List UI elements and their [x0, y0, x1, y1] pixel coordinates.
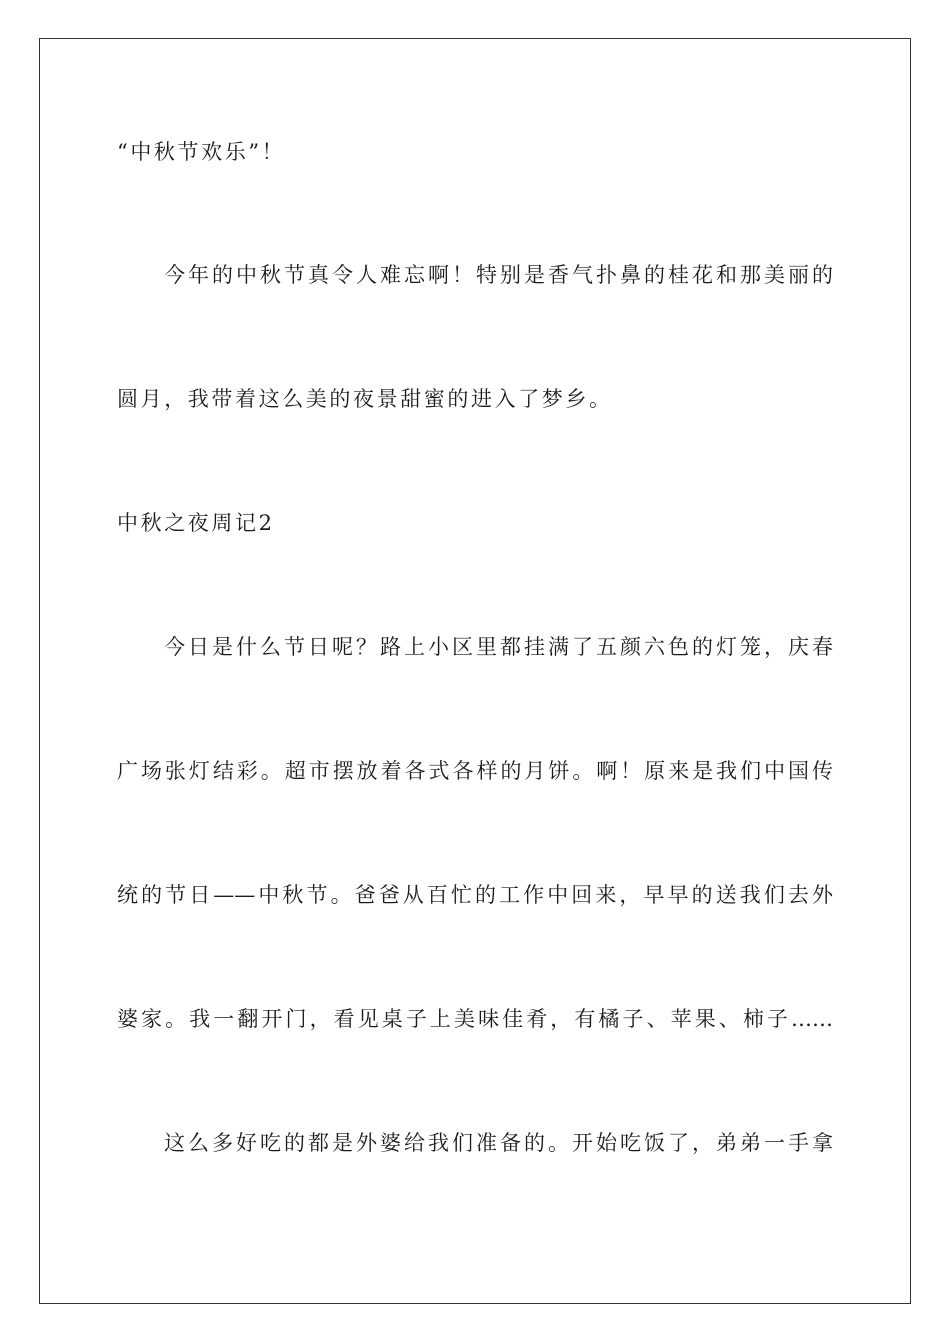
section-heading: 中秋之夜周记2: [117, 511, 275, 535]
text-line-8: 婆家。我一翻开门，看见桌子上美味佳肴，有橘子、苹果、柿子……: [117, 1007, 833, 1031]
text-line-1: “中秋节欢乐”！: [117, 140, 286, 164]
text-line-6: 广场张灯结彩。超市摆放着各式各样的月饼。啊！原来是我们中国传: [117, 759, 833, 783]
text-line-2: 今年的中秋节真令人难忘啊！特别是香气扑鼻的桂花和那美丽的: [164, 263, 833, 287]
text-line-3: 圆月，我带着这么美的夜景甜蜜的进入了梦乡。: [117, 387, 613, 411]
text-line-5: 今日是什么节日呢？路上小区里都挂满了五颜六色的灯笼，庆春: [164, 635, 833, 659]
text-line-7: 统的节日——中秋节。爸爸从百忙的工作中回来，早早的送我们去外: [117, 883, 833, 907]
page-frame: [39, 38, 911, 1304]
text-line-9: 这么多好吃的都是外婆给我们准备的。开始吃饭了，弟弟一手拿: [164, 1131, 833, 1155]
